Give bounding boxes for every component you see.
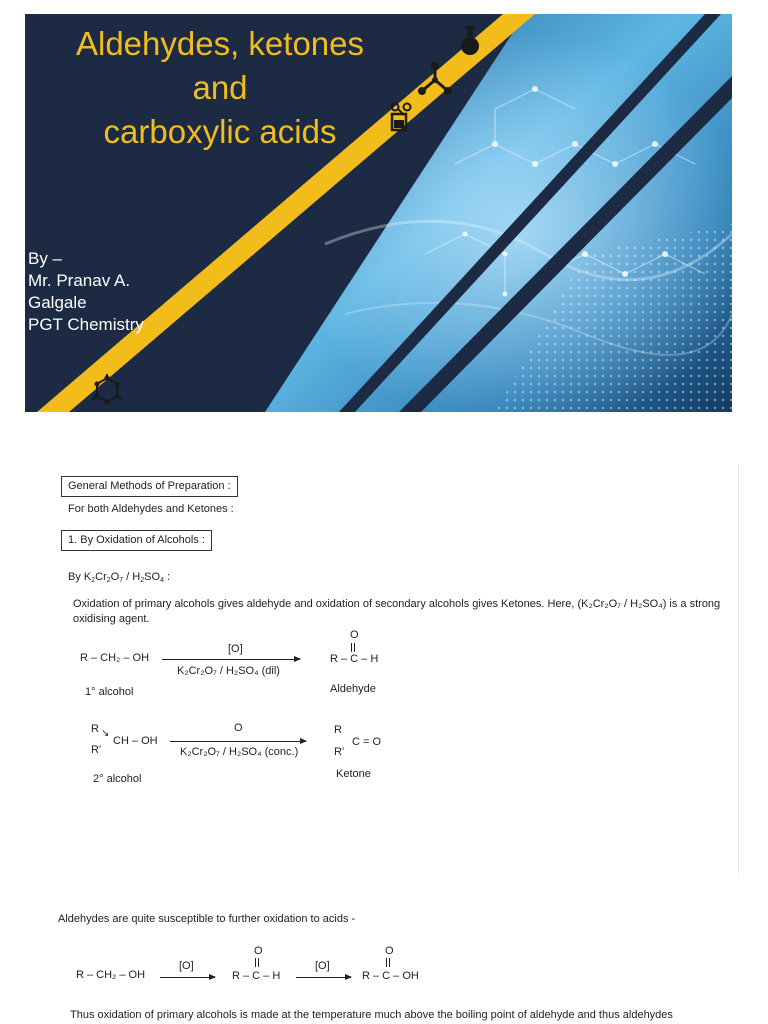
r3-product-oxygen: O xyxy=(385,945,394,957)
subheading: For both Aldehydes and Ketones : xyxy=(68,503,234,515)
further-oxidation-text: Aldehydes are quite susceptible to further oxidation to acids - xyxy=(58,913,356,925)
r1-arrow xyxy=(162,659,300,660)
r3-arrow1 xyxy=(160,977,215,978)
flask-icon xyxy=(457,26,483,56)
r3-middle: R – C – H xyxy=(232,970,281,982)
r3-arrow2-label: [O] xyxy=(315,960,330,972)
r1-below-arrow: K₂Cr₂O₇ / H₂SO₄ (dil) xyxy=(177,665,280,677)
r3-reactant: R – CH₂ – OH xyxy=(76,969,146,981)
r3-product-double-bond xyxy=(386,958,390,967)
r1-above-arrow: [O] xyxy=(228,643,243,655)
r2-product-group: C = O xyxy=(352,736,382,748)
r2-reactant-group: CH – OH xyxy=(113,735,158,747)
lab-tools-icon xyxy=(387,102,415,132)
r3-arrow2 xyxy=(296,977,351,978)
r2-bond-upper: ↘ xyxy=(101,728,110,739)
r3-arrow1-label: [O] xyxy=(179,960,194,972)
slide-author xyxy=(28,248,144,336)
r1-reactant: R – CH₂ – OH xyxy=(80,652,150,664)
r1-product-oxygen: O xyxy=(350,629,359,641)
document-page xyxy=(0,420,768,1024)
slide-title-line-3: carboxylic acids xyxy=(103,113,337,150)
r2-product-r2: R' xyxy=(334,746,345,758)
r2-product-r: R xyxy=(334,724,342,736)
title-slide xyxy=(25,14,732,412)
r3-middle-oxygen: O xyxy=(254,945,263,957)
r2-reactant-r2: R' xyxy=(91,744,102,756)
slide-title xyxy=(65,22,375,154)
author-line-3: Galgale xyxy=(28,293,87,312)
r3-product: R – C – OH xyxy=(362,970,419,982)
author-line-1: By – xyxy=(28,249,63,268)
author-line-2: Mr. Pranav A. xyxy=(28,271,131,290)
bottom-paragraph: Thus oxidation of primary alcohols is made at the temperature much above the boiling point of aldehyde and thus aldehydes xyxy=(70,1009,673,1021)
r2-reactant-r: R xyxy=(91,723,99,735)
r1-product: R – C – H xyxy=(330,653,379,665)
r2-arrow xyxy=(170,741,306,742)
r3-middle-double-bond xyxy=(255,958,259,967)
r2-product-label: Ketone xyxy=(336,768,371,780)
molecule-icon xyxy=(417,62,453,96)
molecule-ring-icon xyxy=(91,374,123,406)
intro-paragraph: Oxidation of primary alcohols gives aldehyde and oxidation of secondary alcohols gives Ketones. Here, (K₂Cr₂O₇ / H₂SO₄) is a strong oxidising agent. xyxy=(73,598,721,625)
r1-product-label: Aldehyde xyxy=(330,683,376,695)
slide-title-line-2: and xyxy=(192,69,248,106)
heading-box: General Methods of Preparation : xyxy=(61,476,238,497)
r1-reactant-label: 1° alcohol xyxy=(85,686,134,698)
r2-below-arrow: K₂Cr₂O₇ / H₂SO₄ (conc.) xyxy=(180,746,299,758)
r2-above-arrow: O xyxy=(234,722,243,734)
reagent-line: By $K_2Cr_2O_7 / H_2SO_4$ : xyxy=(68,571,171,584)
r2-reactant-label: 2° alcohol xyxy=(93,773,142,785)
slide-title-line-1: Aldehydes, ketones xyxy=(75,25,365,62)
r1-double-bond xyxy=(351,643,355,652)
method-box: 1. By Oxidation of Alcohols : xyxy=(61,530,212,551)
page-edge xyxy=(738,464,739,874)
author-line-4: PGT Chemistry xyxy=(28,315,144,334)
